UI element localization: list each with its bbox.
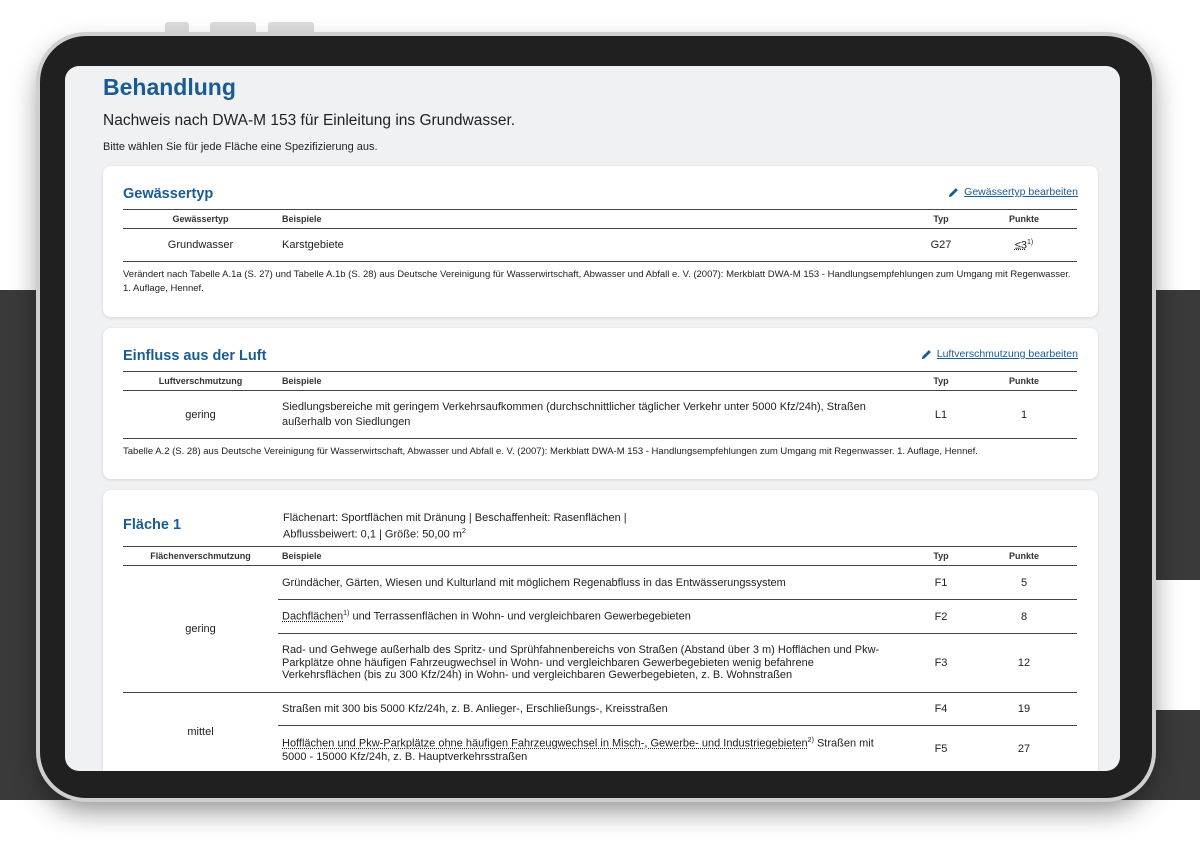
typ-F1: F1	[911, 566, 971, 600]
page-instruction: Bitte wählen Sie für jede Fläche eine Spezifizierung aus.	[103, 141, 378, 153]
footnote-ref: 2)	[807, 736, 814, 744]
col-header: Typ	[911, 210, 971, 229]
punkte-F3: 12	[971, 634, 1077, 693]
pencil-icon	[921, 349, 932, 360]
col-header: Punkte	[971, 210, 1077, 229]
example-F3: Rad- und Gehwege außerhalb des Spritz- und Sprühfahnenbereichs von Straßen (Abstand über 3 m) Hofflächen und Pkw-Parkplätze ohne häufigen Fahrzeugwechsel in Wohn- und vergleichbaren Gewerbegebieten wenig befahrene Verkehrsflächen (bis zu 300 Kfz/24h) in Wohn- und vergleichbaren Gewerbegebieten, z. B. Wohnstraßen	[278, 634, 911, 693]
punkte-F5: 27	[1017, 742, 1031, 755]
luft-edit-link[interactable]	[921, 348, 1078, 360]
luft-example: Siedlungsbereiche mit geringem Verkehrsaufkommen (durchschnittlicher täglicher Verkehr unter 5000 Kfz/24h), Straßen außerhalb von Siedlungen	[278, 391, 911, 439]
group-label-mittel: mittel	[187, 726, 214, 739]
col-header: Punkte	[971, 547, 1077, 566]
table-header-row	[123, 547, 1077, 566]
pencil-icon	[948, 187, 959, 198]
col-header: Beispiele	[278, 547, 911, 566]
example-text: Straßen mit 5000 - 15000 Kfz/24h, z. B. Hauptverkehrsstraßen	[282, 737, 874, 763]
example-F2	[278, 600, 911, 634]
flaeche-info-text: Abflussbeiwert: 0,1 | Größe: 50,00 m	[283, 528, 462, 541]
punkte-F2: 8	[971, 600, 1077, 634]
table-header-row	[123, 372, 1077, 391]
col-header: Flächenverschmutzung	[123, 547, 278, 566]
gewaessertyp-edit-link[interactable]	[948, 186, 1078, 198]
background-bottom	[0, 800, 1200, 847]
gewaessertyp-typ: G27	[911, 229, 971, 262]
luft-footnote: Tabelle A.2 (S. 28) aus Deutsche Vereinigung für Wasserwirtschaft, Abwasser und Abfall e. V. (2007): Merkblatt DWA-M 153 - Handlungsempfehlungen zum Umgang mit Regenwasser. 1. Auflage, Hennef.	[123, 446, 978, 457]
page-subtitle: Nachweis nach DWA-M 153 für Einleitung ins Grundwasser.	[103, 112, 516, 129]
gewaessertyp-footnote: Verändert nach Tabelle A.1a (S. 27) und Tabelle A.1b (S. 28) aus Deutsche Vereinigung für Wasserwirtschaft, Abwasser und Abfall e. V. (2007): Merkblatt DWA-M 153 - Handlungsempfehlungen zum Umgang mit Regenwasser. 1. Auflage, Hennef.	[123, 269, 1071, 294]
typ-F3: F3	[911, 634, 971, 693]
browser-tab-stub	[165, 22, 189, 34]
group-label-gering: gering	[123, 566, 278, 693]
example-text: und Terrassenflächen in Wohn- und vergleichbaren Gewerbegebieten	[349, 610, 691, 623]
unit-superscript: 2	[461, 528, 466, 535]
example-text: Dachflächen	[282, 610, 344, 623]
col-header: Beispiele	[278, 210, 911, 229]
flaeche-card	[103, 490, 1098, 771]
table-row[interactable]	[123, 229, 1077, 262]
col-header: Typ	[911, 372, 971, 391]
example-text: Hofflächen und Pkw-Parkplätze ohne häufigen Fahrzeugwechsel in Misch-, Gewerbe- und Industriegebieten	[282, 737, 808, 750]
browser-tab-stub	[268, 22, 314, 34]
luft-edit-label[interactable]: Luftverschmutzung bearbeiten	[936, 348, 1078, 360]
footnote-ref: 1)	[343, 610, 350, 618]
example-F5	[278, 726, 911, 772]
example-F4: Straßen mit 300 bis 5000 Kfz/24h, z. B. Anlieger-, Erschließungs-, Kreisstraßen	[278, 693, 911, 726]
col-header: Typ	[911, 547, 971, 566]
punkte-F4: 19	[971, 693, 1077, 726]
gewaessertyp-name: Grundwasser	[123, 229, 278, 262]
gewaessertyp-title: Gewässertyp	[123, 186, 214, 202]
flaeche-info-line1: Flächenart: Sportflächen mit Dränung | Beschaffenheit: Rasenflächen |	[283, 512, 627, 524]
browser-tab-stub	[210, 22, 256, 34]
punkte-F1: 5	[971, 566, 1077, 600]
table-header-row	[123, 210, 1077, 229]
luft-name: gering	[123, 391, 278, 439]
luft-typ: L1	[911, 391, 971, 439]
typ-F4: F4	[911, 693, 971, 726]
flaeche-title: Fläche 1	[123, 517, 182, 533]
typ-F2: F2	[911, 600, 971, 634]
col-header: Gewässertyp	[123, 210, 278, 229]
col-header: Beispiele	[278, 372, 911, 391]
table-row[interactable]	[123, 391, 1077, 439]
gewaessertyp-example: Karstgebiete	[278, 229, 911, 262]
flaeche-info-line2	[283, 525, 627, 542]
table-row[interactable]	[123, 693, 1077, 726]
punkte-value: ≤3	[1014, 239, 1027, 252]
typ-F5: F5	[934, 742, 948, 755]
luft-title: Einfluss aus der Luft	[123, 348, 267, 364]
gewaessertyp-table	[123, 209, 1077, 262]
footnote-ref: 1)	[1026, 238, 1034, 246]
col-header: Punkte	[971, 372, 1077, 391]
tablet-frame	[40, 36, 1152, 798]
gewaessertyp-edit-label[interactable]: Gewässertyp bearbeiten	[964, 186, 1078, 198]
gewaessertyp-punkte	[971, 229, 1077, 262]
luft-card	[103, 328, 1098, 479]
example-F1: Gründächer, Gärten, Wiesen und Kulturland mit möglichem Regenabfluss in das Entwässerungssystem	[278, 566, 911, 600]
gewaessertyp-card	[103, 166, 1098, 317]
tablet-screen	[65, 66, 1120, 771]
luft-table	[123, 371, 1077, 439]
flaeche-info	[283, 511, 627, 542]
luft-punkte: 1	[971, 391, 1077, 439]
table-row[interactable]	[123, 566, 1077, 600]
flaeche-table	[123, 546, 1077, 771]
page-title: Behandlung	[103, 74, 236, 100]
col-header: Luftverschmutzung	[123, 372, 278, 391]
